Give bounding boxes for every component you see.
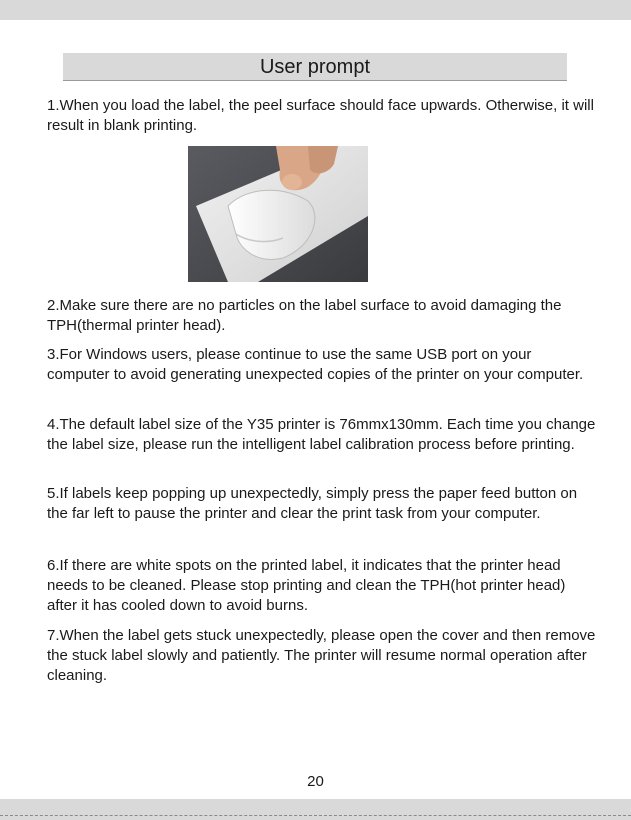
top-page-band	[0, 0, 631, 20]
page-number: 20	[307, 773, 324, 790]
section-title-bar	[63, 53, 567, 81]
instruction-item-4: 4.The default label size of the Y35 printer is 76mmx130mm. Each time you change the label size, please run the intelligent label calibration process before printing.	[47, 416, 596, 453]
label-peel-photo	[188, 146, 368, 282]
instruction-item-5: 5.If labels keep popping up unexpectedly, simply press the paper feed button on the far left to pause the printer and clear the print task from your computer.	[47, 485, 578, 522]
instruction-item-7: 7.When the label gets stuck unexpectedly, please open the cover and then remove the stuck label slowly and patiently. The printer will resume normal operation after cleaning.	[47, 627, 596, 684]
instruction-item-6: 6.If there are white spots on the printed label, it indicates that the printer head needs to be cleaned. Please stop printing and clean the TPH(hot printer head) after it has cooled down to avoid burns.	[47, 557, 566, 614]
instruction-item-2: 2.Make sure there are no particles on the label surface to avoid damaging the TPH(thermal printer head).	[47, 297, 562, 334]
instruction-item-1: 1.When you load the label, the peel surface should face upwards. Otherwise, it will result in blank printing.	[47, 97, 594, 134]
section-title: User prompt	[259, 56, 371, 78]
bottom-dashed-rule	[0, 815, 631, 816]
instruction-item-3: 3.For Windows users, please continue to use the same USB port on your computer to avoid generating unexpected copies of the printer on your computer.	[47, 346, 584, 383]
bottom-page-band	[0, 799, 631, 820]
